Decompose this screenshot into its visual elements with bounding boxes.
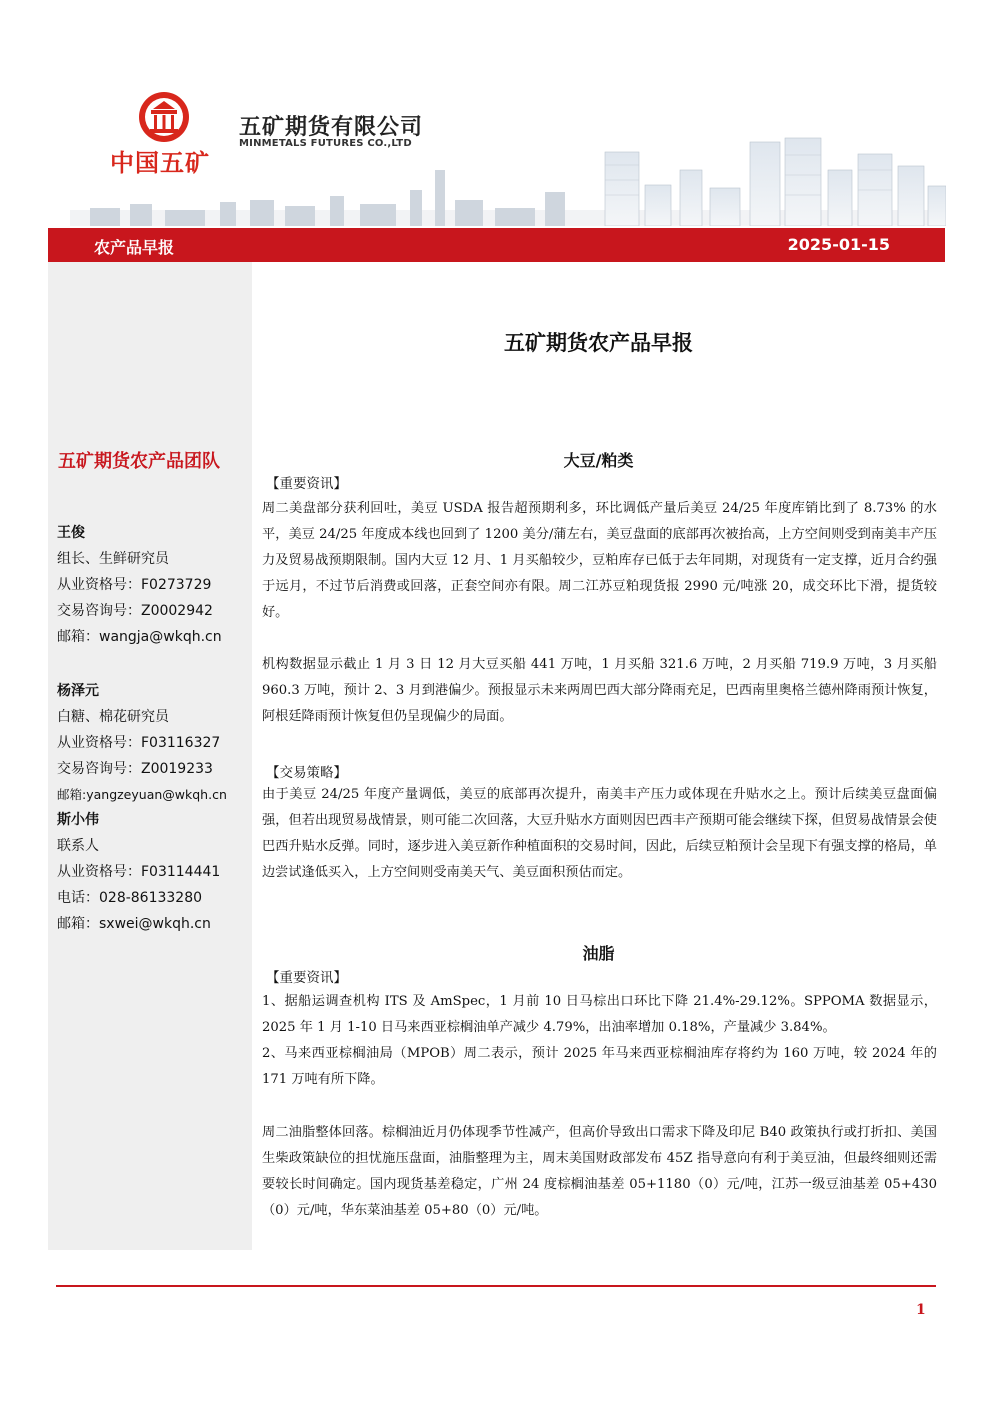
section-title-oils: 油脂 [582, 944, 615, 963]
member-consult-number: 交易咨询号：Z0002942 [57, 603, 213, 619]
member-email: 邮箱：sxwei@wkqh.cn [57, 916, 211, 932]
member-email: 邮箱:yangzeyuan@wkqh.cn [57, 787, 227, 802]
report-date: 2025-01-15 [787, 235, 890, 254]
news-paragraph: 1、据船运调查机构 ITS 及 AmSpec，1 月前 10 日马棕出口环比下降 21.4%-29.12%。SPPOMA 数据显示，2025 年 1 月 1-10 日马来西亚棕榈油单产减少 4.79%，出油率增加 0.18%，产量减少 3.84%。 [262, 994, 937, 1035]
page-header [0, 0, 992, 228]
member-email: 邮箱：wangja@wkqh.cn [57, 629, 222, 645]
news-paragraph: 2、马来西亚棕榈油局（MPOB）周二表示，预计 2025 年马来西亚棕榈油库存将约为 160 万吨，较 2024 年的 171 万吨有所下降。 [262, 1046, 937, 1087]
strategy-tag: 【交易策略】 [266, 765, 347, 781]
member-role: 组长、生鲜研究员 [57, 551, 169, 567]
report-type: 农产品早报 [94, 238, 175, 257]
page-number: 1 [916, 1302, 926, 1318]
member-name: 杨泽元 [57, 683, 99, 699]
team-title: 五矿期货农产品团队 [58, 451, 220, 472]
team-member [57, 520, 222, 650]
member-role: 联系人 [57, 838, 99, 854]
report-banner [48, 228, 945, 262]
company-name-cn: 五矿期货有限公司 [239, 115, 424, 140]
footer-divider [56, 1285, 936, 1287]
member-name: 王俊 [57, 525, 85, 541]
news-tag: 【重要资讯】 [266, 476, 347, 492]
document-title: 五矿期货农产品早报 [504, 331, 693, 355]
member-consult-number: 交易咨询号：Z0019233 [57, 761, 213, 777]
logo-text: 中国五矿 [110, 149, 210, 177]
member-name: 斯小伟 [57, 812, 99, 828]
section-title-soybean: 大豆/粕类 [563, 451, 634, 470]
team-member [57, 807, 220, 937]
news-paragraph: 周二美盘部分获利回吐，美豆 USDA 报告超预期利多，环比调低产量后美豆 24/25 年度库销比到了 8.73% 的水平，美豆 24/25 年度成本线也回到了 1200 美分/蒲左右，美豆盘面的底部再次被抬高，上方空间则受到南美丰产压力及贸易战预期限制。国内大豆 12 月、1 月买船较少，豆粕库存已低于去年同期，对现货有一定支撑，近月合约强于远月，不过节后消费或回落，正套空间亦有限。周二江苏豆粕现货报 2990 元/吨涨 20，成交环比下滑，提货较好。 [262, 501, 937, 620]
member-role: 白糖、棉花研究员 [57, 709, 169, 725]
news-tag: 【重要资讯】 [266, 970, 347, 986]
city-skyline-image [70, 130, 946, 226]
member-license: 从业资格号：F03116327 [57, 735, 221, 751]
strategy-paragraph: 由于美豆 24/25 年度产量调低，美豆的底部再次提升，南美丰产压力或体现在升贴水之上。预计后续美豆盘面偏强，但若出现贸易战情景，则可能二次回落，大豆升贴水方面则因巴西丰产预期可能会继续下探，但贸易战情景会使巴西升贴水反弹。同时，逐步进入美豆新作种植面积的交易时间，因此，后续豆粕预计会呈现下有强支撑的格局，单边尝试逢低买入，上方空间则受南美天气、美豆面积预估而定。 [262, 787, 937, 880]
team-member [57, 678, 227, 808]
member-license: 从业资格号：F03114441 [57, 864, 221, 880]
member-phone: 电话：028-86133280 [57, 890, 203, 906]
news-paragraph: 机构数据显示截止 1 月 3 日 12 月大豆买船 441 万吨，1 月买船 321.6 万吨，2 月买船 719.9 万吨，3 月买船 960.3 万吨，预计 2、3 月到港偏少。预报显示未来两周巴西大部分降雨充足，巴西南里奥格兰德州降雨预计恢复，阿根廷降雨预计恢复但仍呈现偏少的局面。 [262, 657, 937, 724]
team-sidebar [48, 262, 252, 1250]
company-name-en: MINMETALS FUTURES CO.,LTD [239, 138, 412, 149]
member-license: 从业资格号：F0273729 [57, 577, 212, 593]
news-paragraph: 周二油脂整体回落。棕榈油近月仍体现季节性减产，但高价导致出口需求下降及印尼 B40 政策执行或打折扣、美国生柴政策缺位的担忧施压盘面，油脂整理为主，周末美国财政部发布 45Z 指导意向有利于美豆油，但最终细则还需要较长时间确定。国内现货基差稳定，广州 24 度棕榈油基差 05+1180（0）元/吨，江苏一级豆油基差 05+430（0）元/吨，华东菜油基差 05+80（0）元/吨。 [262, 1125, 937, 1218]
